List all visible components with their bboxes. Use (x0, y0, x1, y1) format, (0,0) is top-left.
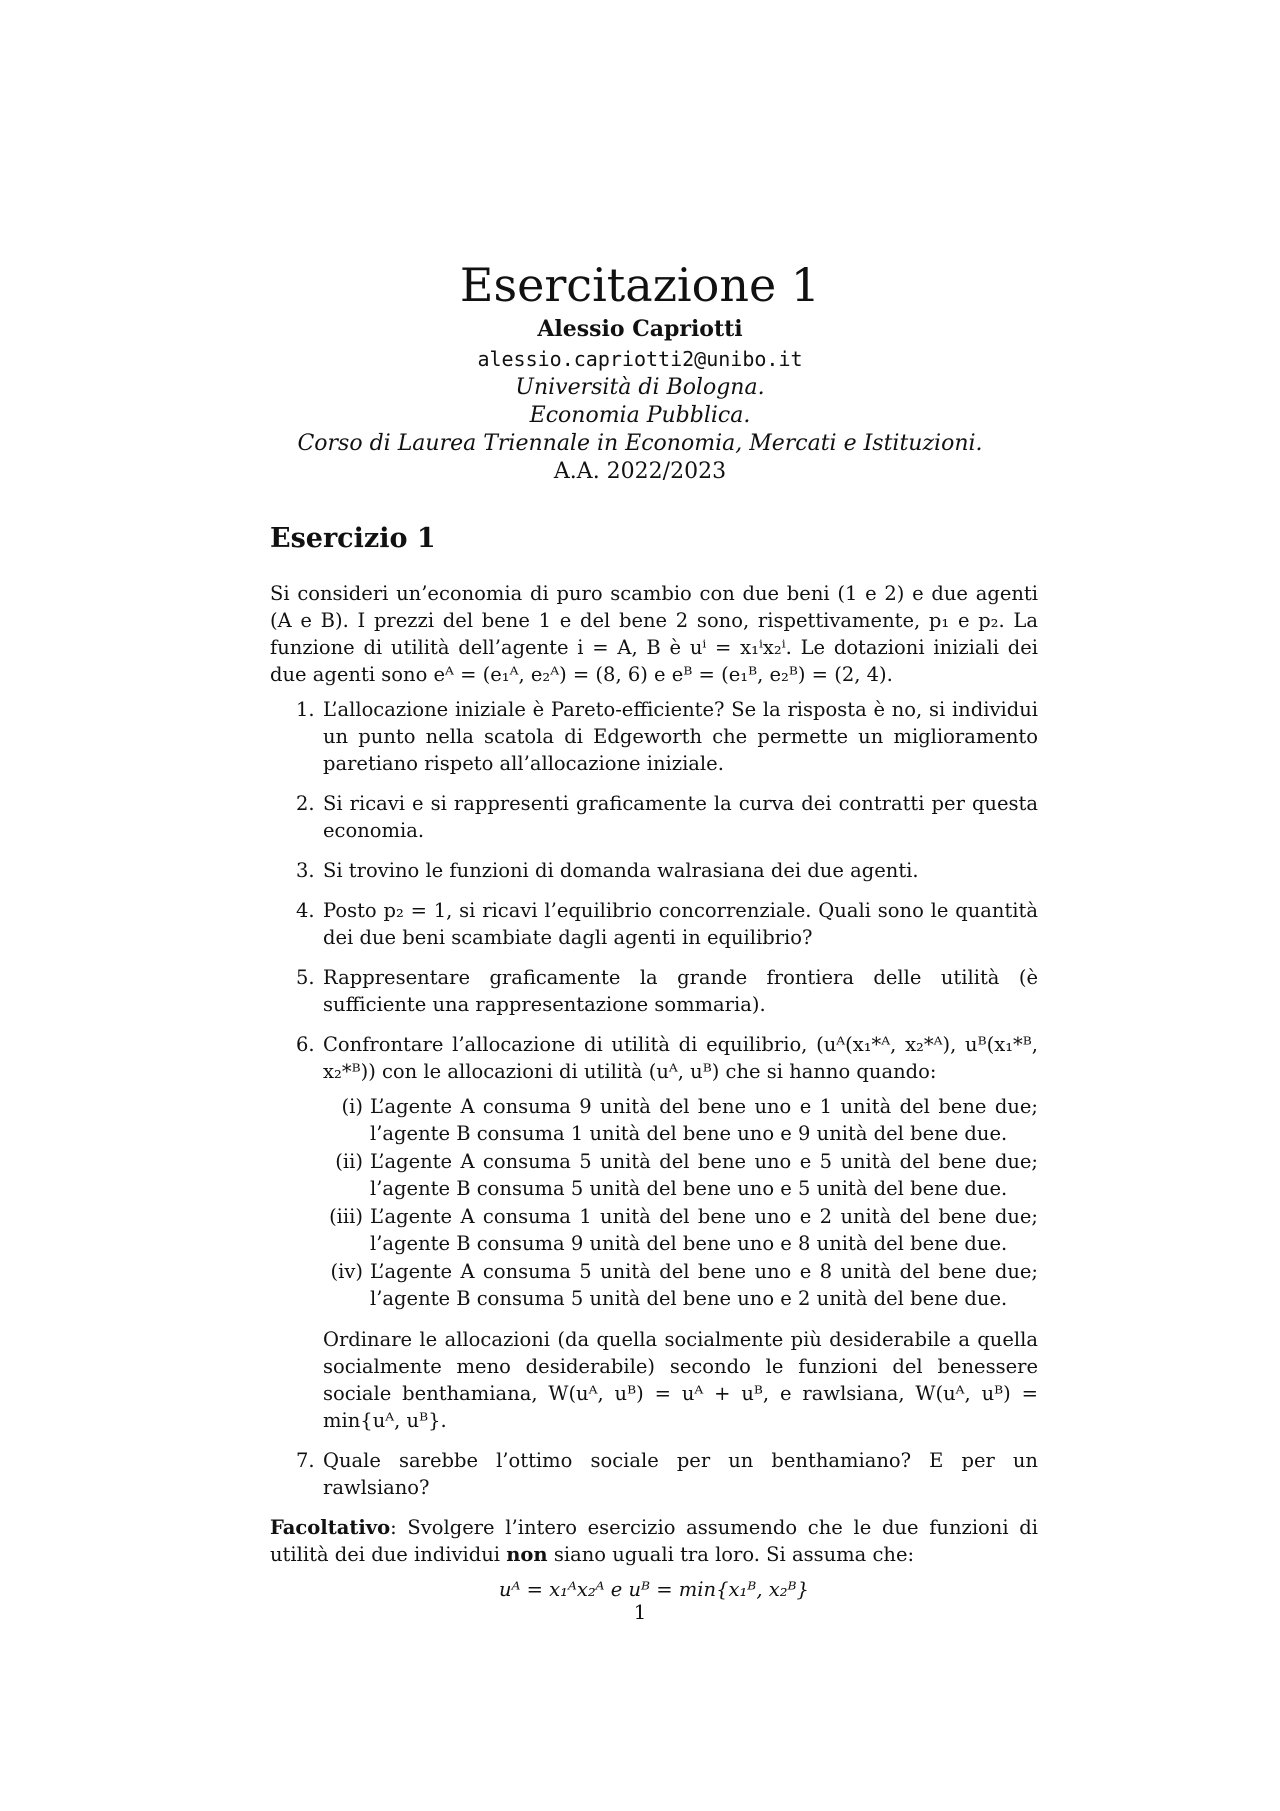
question-number: 1. (296, 698, 315, 721)
ordering-instruction: Ordinare le allocazioni (da quella socialmente più desiderabile a quella socialmente meno desiderabile) secondo le funzioni del benessere sociale benthamiana, W(uᴬ, uᴮ) = uᴬ + uᴮ, e rawlsiana, W(uᴬ, uᴮ) = min{uᴬ, uᴮ}. (323, 1328, 1038, 1432)
utility-equation: uᴬ = x₁ᴬx₂ᴬ e uᴮ = min{x₁ᴮ, x₂ᴮ} (499, 1578, 809, 1601)
question-list (270, 696, 1038, 1501)
allocation-number: (iii) (329, 1205, 363, 1228)
question-text: Posto p₂ = 1, si ricavi l’equilibrio concorrenziale. Quali sono le quantità dei due beni scambiate dagli agenti in equilibrio? (323, 899, 1038, 949)
question-item (270, 1447, 1038, 1501)
author-name: Alessio Capriotti (537, 316, 743, 342)
exercise-intro: Si consideri un’economia di puro scambio con due beni (1 e 2) e due agenti (A e B). I prezzi del bene 1 e del bene 2 sono, rispettivamente, p₁ e p₂. La funzione di utilità dell’agente i = A, B è uⁱ = x₁ⁱx₂ⁱ. Le dotazioni iniziali dei due agenti sono eᴬ = (e₁ᴬ, e₂ᴬ) = (8, 6) e eᴮ = (e₁ᴮ, e₂ᴮ) = (2, 4). (270, 582, 1038, 686)
allocation-text: L’agente A consuma 1 unità del bene uno e 2 unità del bene due; l’agente B consuma 9 unità del bene uno e 8 unità del bene due. (370, 1205, 1038, 1255)
question-item (270, 964, 1038, 1018)
document-header (0, 258, 1280, 486)
question-text: Rappresentare graficamente la grande frontiera delle utilità (è sufficiente una rappresentazione sommaria). (323, 966, 1038, 1016)
document-body (270, 522, 1038, 1603)
question-number: 5. (296, 966, 315, 989)
optional-paragraph (270, 1514, 1038, 1568)
question-text: Si trovino le funzioni di domanda walrasiana dei due agenti. (323, 859, 919, 882)
author-email: alessio.capriotti2@unibo.it (477, 347, 803, 371)
allocation-item (323, 1203, 1038, 1257)
allocation-number: (i) (341, 1095, 363, 1118)
question-number: 6. (296, 1033, 315, 1056)
question-number: 2. (296, 792, 315, 815)
question-text: Quale sarebbe l’ottimo sociale per un benthamiano? E per un rawlsiano? (323, 1449, 1038, 1499)
question-item (270, 790, 1038, 844)
university-name: Università di Bologna. (515, 375, 765, 400)
optional-text-before: : Svolgere l’intero esercizio assumendo che le due funzioni di utilità dei due individui (270, 1516, 1038, 1566)
question-text: Confrontare l’allocazione di utilità di equilibrio, (uᴬ(x₁*ᴬ, x₂*ᴬ), uᴮ(x₁*ᴮ, x₂*ᴮ)) con le allocazioni di utilità (uᴬ, uᴮ) che si hanno quando: (323, 1033, 1038, 1083)
allocation-number: (iv) (330, 1260, 363, 1283)
allocation-text: L’agente A consuma 5 unità del bene uno e 8 unità del bene due; l’agente B consuma 5 unità del bene uno e 2 unità del bene due. (370, 1260, 1038, 1310)
optional-label: Facoltativo (270, 1516, 391, 1539)
degree-name: Corso di Laurea Triennale in Economia, Mercati e Istituzioni. (297, 431, 983, 456)
page-number: 1 (633, 1600, 647, 1624)
section-title: Esercizio 1 (270, 523, 436, 554)
allocation-text: L’agente A consuma 9 unità del bene uno e 1 unità del bene due; l’agente B consuma 1 unità del bene uno e 9 unità del bene due. (370, 1095, 1038, 1145)
allocation-item (323, 1093, 1038, 1147)
optional-text-after: siano uguali tra loro. Si assuma che: (547, 1543, 915, 1566)
question-text: L’allocazione iniziale è Pareto-efficiente? Se la risposta è no, si individui un punto nella scatola di Edgeworth che permette un miglioramento paretiano rispeto all’allocazione iniziale. (323, 698, 1038, 775)
question-number: 3. (296, 859, 315, 882)
allocation-text: L’agente A consuma 5 unità del bene uno e 5 unità del bene due; l’agente B consuma 5 unità del bene uno e 5 unità del bene due. (370, 1150, 1038, 1200)
question-number: 4. (296, 899, 315, 922)
academic-year: A.A. 2022/2023 (553, 459, 727, 484)
question-item (270, 696, 1038, 777)
allocation-number: (ii) (335, 1150, 363, 1173)
document-title: Esercitazione 1 (459, 258, 821, 312)
question-number: 7. (296, 1449, 315, 1472)
allocation-list (323, 1093, 1038, 1312)
question-item (270, 897, 1038, 951)
question-item (270, 857, 1038, 884)
question-text: Si ricavi e si rappresenti graficamente la curva dei contratti per questa economia. (323, 792, 1038, 842)
allocation-item (323, 1148, 1038, 1202)
question-item (270, 1031, 1038, 1434)
optional-bold-word: non (506, 1543, 548, 1566)
allocation-item (323, 1258, 1038, 1312)
course-name: Economia Pubblica. (529, 403, 751, 428)
